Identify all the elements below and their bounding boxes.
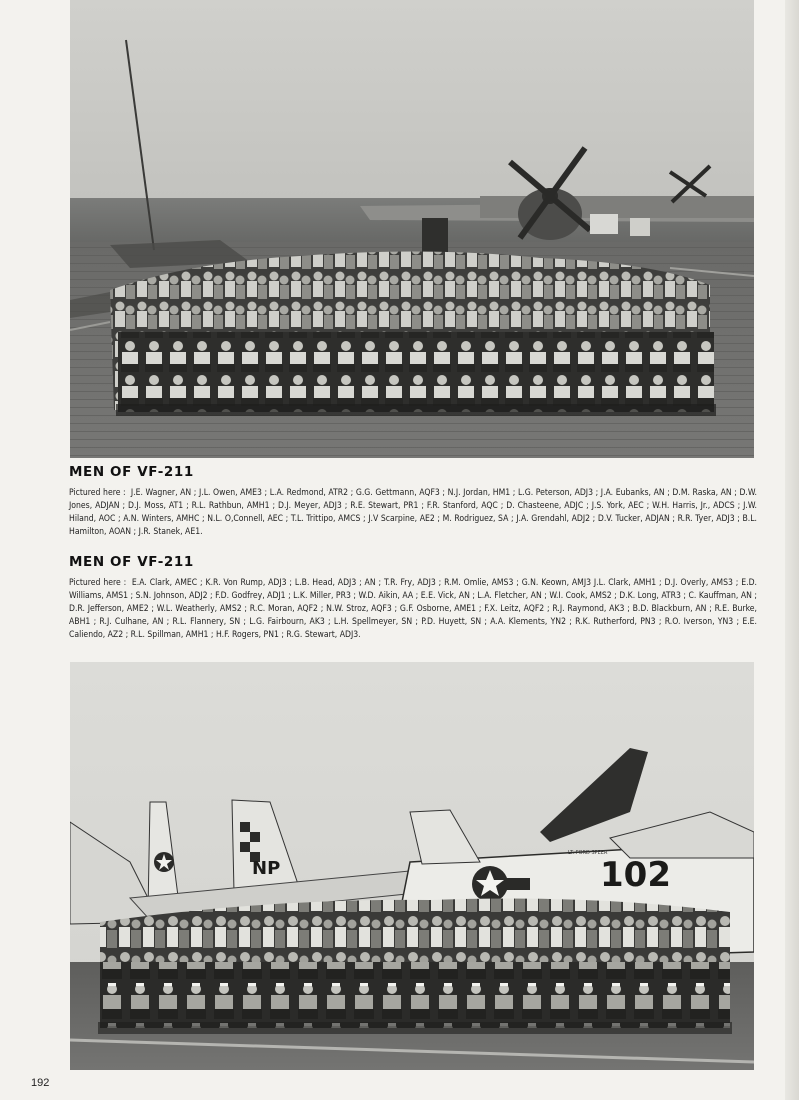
page-edge bbox=[785, 0, 799, 1100]
tail-code-text: NP bbox=[252, 858, 281, 879]
caption-section-2 bbox=[69, 554, 757, 642]
bottom-group-photo bbox=[70, 662, 754, 1070]
caption-names: J.E. Wagner, AN ; J.L. Owen, AME3 ; L.A. Redmond, ATR2 ; G.G. Gettmann, AQF3 ; N.J. Jordan, HM1 ; L.G. Peterson, ADJ3 ; J.A. Eubanks, AN ; D.M. Raska, AN ; D.W. Jones, ADJAN ; D.J. Moss, AT1 ; R.L. Rathbun, AMH1 ; D.J. Meyer, ADJ3 ; R.E. Stewart, PR1 ; F.R. Stanford, AQC ; D. Chasteene, ADJC ; J.S. York, AEC ; W.H. Harris, Jr., ADCS ; J.W. Hiland, AOC ; A.N. Winters, AMHC ; N.L. O,Connell, AEC ; T.L. Trittipo, AMCS ; J.V Scarpine, AE2 ; M. Rodriguez, SA ; J.A. Grendahl, ADJ2 ; D.V. Tucker, ADJAN ; R.R. Tyer, ADJ3 ; B.L. Hamilton, AOAN ; J.R. Stanek, AE1. bbox=[69, 488, 757, 537]
canopy-text: LT. FORD SPEER bbox=[568, 850, 608, 856]
caption-names: E.A. Clark, AMEC ; K.R. Von Rump, ADJ3 ; L.B. Head, ADJ3 ; AN ; T.R. Fry, ADJ3 ; R.M. Omlie, AMS3 ; G.N. Keown, AMJ3 J.L. Clark, AMH1 ; D.J. Overly, AMS3 ; E.D. Williams, AMS1 ; S.N. Johnson, ADJ2 ; F.D. Godfrey, ADJ1 ; L.K. Miller, PR3 ; W.D. Aikin, AA ; E.E. Vick, AN ; L.A. Fletcher, AN ; W.I. Cook, AMS2 ; D.K. Long, ATR3 ; C. Kauffman, AN ; D.R. Jefferson, AME2 ; W.L. Weatherly, AMS2 ; R.C. Moran, AQF2 ; N.W. Stroz, AQF3 ; G.F. Osborne, AME1 ; F.X. Leitz, AQF2 ; R.J. Raymond, AK3 ; B.D. Blackburn, AN ; R.E. Burke, ABH1 ; R.J. Culhane, AN ; R.L. Flannery, SN ; L.G. Fairbourn, AK3 ; L.H. Spellmeyer, SN ; P.D. Huyett, SN ; A.A. Klements, YN2 ; R.K. Rutherford, PN3 ; R.O. Iverson, YN3 ; E.E. Caliendo, AZ2 ; R.L. Spillman, AMH1 ; H.F. Rogers, PN1 ; R.G. Stewart, ADJ3. bbox=[69, 578, 757, 640]
caption-text bbox=[69, 487, 757, 539]
caption-text bbox=[69, 577, 757, 642]
page-number: 192 bbox=[31, 1077, 50, 1089]
caption-intro: Pictured here : bbox=[69, 578, 127, 588]
section-heading: MEN OF VF-211 bbox=[69, 464, 194, 480]
side-number-text: 102 bbox=[600, 855, 671, 895]
caption-section-1 bbox=[69, 464, 757, 539]
caption-intro: Pictured here : bbox=[69, 488, 126, 498]
top-group-photo bbox=[70, 0, 754, 458]
bottom-photo-scene bbox=[70, 662, 754, 1070]
section-heading: MEN OF VF-211 bbox=[69, 554, 194, 570]
top-photo-scene bbox=[70, 0, 754, 458]
